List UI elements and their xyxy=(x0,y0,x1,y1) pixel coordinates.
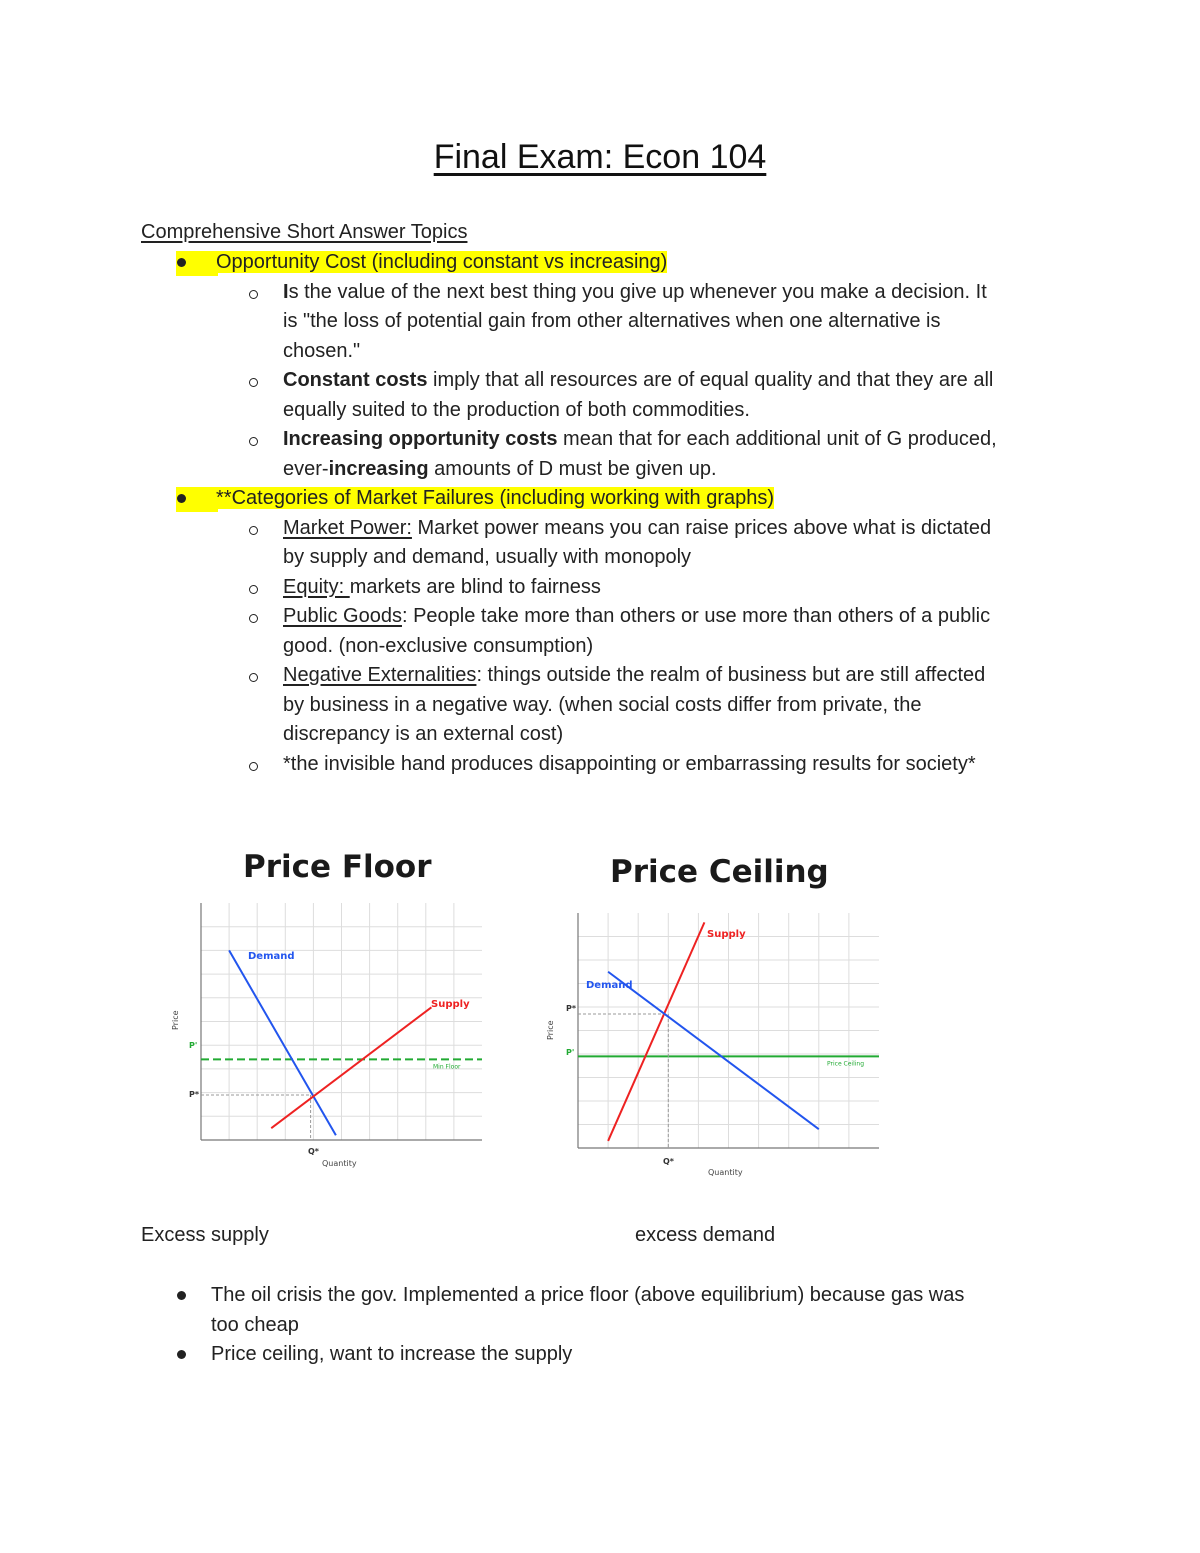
text-segment: markets are blind to fairness xyxy=(349,575,601,598)
text-segment: *the invisible hand produces disappointing or embarrassing results for society* xyxy=(283,752,976,775)
chart-title: Price Ceiling xyxy=(610,854,829,890)
subtopic-line xyxy=(283,455,717,485)
chart-grid xyxy=(201,903,482,1140)
text-segment: chosen." xyxy=(283,339,361,362)
subtopic-line xyxy=(283,602,990,632)
text-segment: discrepancy is an external cost) xyxy=(283,723,564,745)
hollow-bullet-icon xyxy=(249,437,258,446)
y-axis-label: Price xyxy=(171,1010,180,1030)
bold-term: Increasing opportunity costs xyxy=(283,428,558,450)
text-segment: mean that for each additional unit of G produced, xyxy=(557,428,997,450)
x-axis-label: Quantity xyxy=(322,1159,357,1168)
page-title: Final Exam: Econ 104 xyxy=(433,138,767,176)
text-segment: ever- xyxy=(283,457,329,480)
text-segment: Market power means you can raise prices above what is dictated xyxy=(411,516,992,539)
hollow-bullet-icon xyxy=(249,585,258,594)
text-segment: good. (non-exclusive consumption) xyxy=(283,634,594,657)
text-segment: by supply and demand, usually with monopoly xyxy=(283,546,692,568)
text-segment: is "the loss of potential gain from other alternatives when one alternative is xyxy=(283,310,941,332)
hollow-bullet-icon xyxy=(249,526,258,535)
subtopic-line xyxy=(283,691,921,721)
hollow-bullet-icon xyxy=(249,614,258,623)
subtopic-line xyxy=(283,514,991,544)
underlined-term: Public Goods xyxy=(283,605,402,627)
bullet-text: The oil crisis the gov. Implemented a price floor (above equilibrium) because gas was xyxy=(211,1284,965,1306)
subtopic-line xyxy=(283,632,593,662)
topic-heading xyxy=(176,484,774,509)
demand-label: Demand xyxy=(248,951,295,962)
bold-term: I xyxy=(283,280,289,303)
subtopic-line xyxy=(283,278,987,308)
y-tick-label: P' xyxy=(566,1048,575,1057)
y-axis-label: Price xyxy=(546,1020,555,1040)
topic-heading xyxy=(176,248,667,273)
hollow-bullet-icon xyxy=(249,290,258,299)
demand-label: Demand xyxy=(586,980,633,991)
subtopic-line xyxy=(283,750,976,780)
chart-grid xyxy=(578,913,879,1148)
text-segment: equally suited to the production of both commodities. xyxy=(283,398,750,421)
bullet-icon xyxy=(177,1291,186,1300)
y-tick-label: P' xyxy=(189,1041,198,1050)
price-ceiling-chart xyxy=(530,840,910,1185)
section-heading: Comprehensive Short Answer Topics xyxy=(141,221,468,243)
subtopic-line xyxy=(283,661,985,691)
x-tick-label: Q* xyxy=(308,1147,319,1156)
text-segment: imply that all resources are of equal quality and that they are all xyxy=(427,369,994,391)
supply-curve xyxy=(608,922,704,1141)
bullet-text: too cheap xyxy=(211,1313,299,1336)
topic-heading-text: **Categories of Market Failures (including working with graphs) xyxy=(216,487,775,509)
subtopic-line xyxy=(283,307,940,337)
supply-label: Supply xyxy=(707,929,746,940)
underlined-term: Market Power: xyxy=(283,516,412,539)
bold-term: increasing xyxy=(328,457,429,480)
underlined-term: Equity: xyxy=(283,575,350,598)
price-control-label: Min Floor xyxy=(433,1063,461,1071)
price-floor-chart xyxy=(140,835,520,1185)
text-segment: : things outside the realm of business but are still affected xyxy=(476,664,986,686)
demand-curve xyxy=(229,950,336,1135)
caption-excess-demand: excess demand xyxy=(635,1224,776,1246)
text-segment: amounts of D must be given up. xyxy=(428,457,717,480)
underlined-term: Negative Externalities xyxy=(283,664,477,686)
subtopic-line xyxy=(283,543,691,573)
hollow-bullet-icon xyxy=(249,762,258,771)
x-axis-label: Quantity xyxy=(708,1168,743,1177)
y-tick-label: P* xyxy=(566,1004,577,1013)
price-control-label: Price Ceiling xyxy=(827,1060,865,1068)
subtopic-line xyxy=(283,573,601,603)
text-segment: by business in a negative way. (when social costs differ from private, the xyxy=(283,693,922,716)
subtopic-line xyxy=(283,720,563,750)
chart-title: Price Floor xyxy=(243,849,432,885)
bold-term: Constant costs xyxy=(283,369,428,391)
subtopic-line xyxy=(283,366,993,396)
text-segment: s the value of the next best thing you give up whenever you make a decision. It xyxy=(288,280,987,303)
chart-marks xyxy=(546,922,879,1177)
subtopic-line xyxy=(283,396,750,426)
hollow-bullet-icon xyxy=(249,378,258,387)
text-segment: : People take more than others or use more than others of a public xyxy=(401,605,991,627)
hollow-bullet-icon xyxy=(249,673,258,682)
bullet-icon xyxy=(177,1350,186,1359)
bullet-text: Price ceiling, want to increase the supply xyxy=(211,1343,573,1365)
subtopic-line xyxy=(283,337,360,367)
topic-heading-text: Opportunity Cost (including constant vs increasing) xyxy=(216,251,668,273)
x-tick-label: Q* xyxy=(663,1157,674,1166)
demand-curve xyxy=(608,972,819,1129)
y-tick-label: P* xyxy=(189,1090,200,1099)
chart-marks xyxy=(171,950,482,1168)
caption-excess-supply: Excess supply xyxy=(141,1224,269,1246)
supply-curve xyxy=(271,1007,431,1128)
supply-label: Supply xyxy=(431,999,470,1010)
subtopic-line xyxy=(283,425,997,455)
